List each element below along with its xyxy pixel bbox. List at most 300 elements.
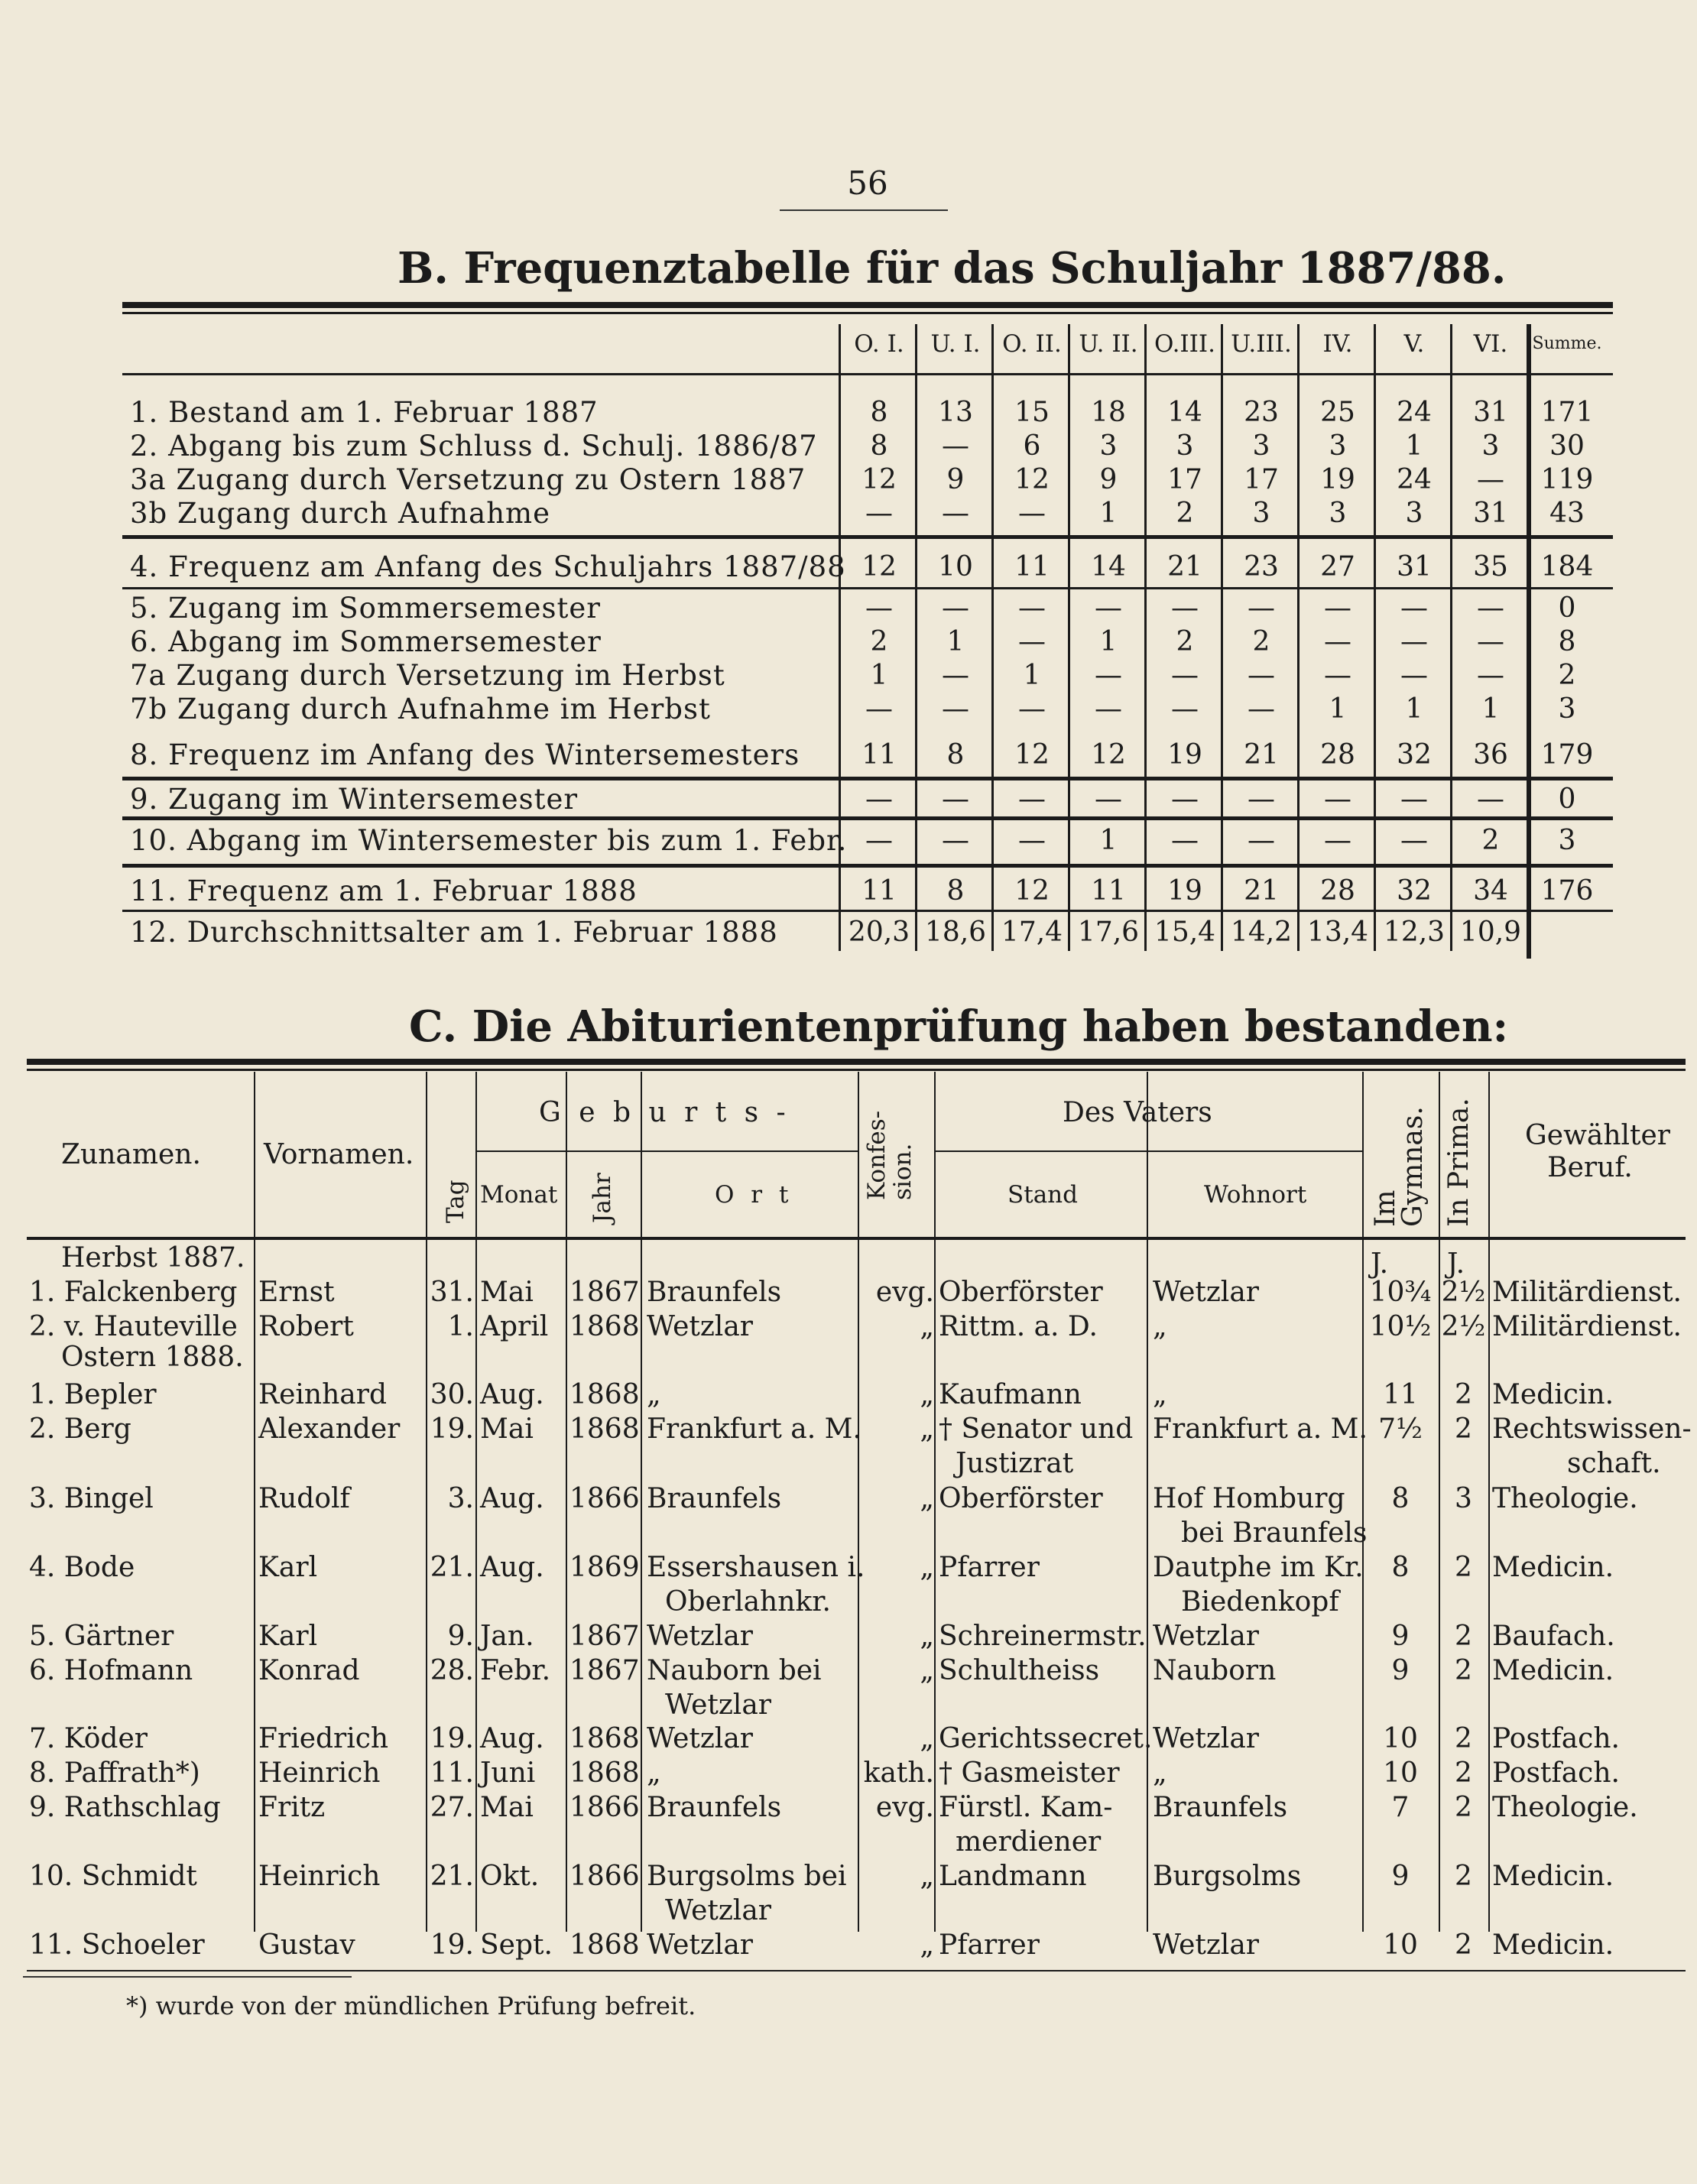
cell-value: — [1324,825,1351,856]
row-konfession: „ [920,1655,934,1686]
row-tag: 11. [430,1757,474,1789]
cell-value: — [1171,592,1199,624]
row-label: 5. Zugang im Sommersemester [130,592,601,625]
group-herbst: Herbst 1887. [61,1242,245,1274]
row-jahr: 1868 [569,1929,640,1961]
cell-value: 31 [1397,551,1432,583]
cell-value: — [1018,498,1046,529]
row-ort: Frankfurt a. M. [647,1413,861,1445]
cell-value: 24 [1397,464,1432,495]
row-prima-years: 2½ [1441,1277,1486,1308]
row-beruf: Militärdienst. [1492,1277,1682,1308]
cell-value: 25 [1320,397,1355,428]
rule [122,587,1613,589]
column-header: O. I. [854,330,904,358]
cell-value: — [942,430,969,462]
rule [27,1069,1686,1071]
rule [122,816,1613,820]
row-tag: 27. [430,1792,474,1823]
row-name: 4. Bode [29,1552,135,1583]
cell-value: — [1324,592,1351,624]
header-im-gymnas: Im Gymnas. [1370,1106,1429,1227]
column-divider [1221,324,1223,951]
cell-value: 12 [861,551,897,583]
row-stand: Fürstl. Kam- [939,1792,1113,1823]
cell-value: 3 [1405,498,1423,529]
cell-value: — [1171,784,1199,815]
cell-value: 1 [1405,430,1423,462]
row-wohnort: Nauborn [1153,1655,1277,1686]
cell-value: — [1018,784,1046,815]
column-divider [1297,324,1300,951]
row-konfession: „ [920,1311,934,1342]
row-name: 8. Paffrath*) [29,1757,200,1789]
cell-value: 11 [1091,875,1126,907]
cell-value: 11 [1014,551,1050,583]
column-header: VI. [1473,330,1508,358]
row-konfession: „ [920,1413,934,1445]
row-wohnort: „ [1153,1757,1167,1789]
cell-value: 1 [870,660,888,691]
cell-value: 8 [946,739,965,771]
cell-value: — [1477,592,1504,624]
row-stand: Schreinermstr. [939,1621,1147,1652]
row-label: 1. Bestand am 1. Februar 1887 [130,396,599,429]
row-wohnort: Wetzlar [1153,1621,1259,1652]
row-wohnort: Hof Homburg [1153,1483,1345,1514]
cell-value: — [1400,626,1428,657]
row-jahr: 1867 [569,1621,640,1652]
cell-value: 17 [1244,464,1279,495]
cell-value: 3 [1252,498,1270,529]
row-stand: Pfarrer [939,1929,1040,1961]
row-prima-years: 2 [1455,1792,1472,1823]
header-monat: Monat [480,1181,558,1209]
cell-value: 27 [1320,551,1355,583]
row-prima-years: 2 [1455,1413,1472,1445]
row-vorname: Fritz [258,1792,326,1823]
cell-value: — [1171,825,1199,856]
column-divider [254,1072,255,1932]
column-divider [1527,324,1531,959]
row-label: 3b Zugang durch Aufnahme [130,497,551,530]
rule [934,1150,1362,1152]
row-tag: 28. [430,1655,474,1686]
cell-value: 23 [1244,397,1279,428]
row-wohnort: Wetzlar [1153,1929,1259,1961]
row-ort: Wetzlar [647,1723,753,1754]
cell-value: 12,3 [1383,917,1446,948]
row-tag: 1. [447,1311,474,1342]
row-wohnort: Braunfels [1153,1792,1288,1823]
row-vorname: Konrad [258,1655,360,1686]
row-ort: Braunfels [647,1483,782,1514]
column-divider [641,1072,642,1932]
cell-value: 3 [1252,430,1270,462]
cell-value: — [1477,464,1504,495]
row-vorname: Robert [258,1311,354,1342]
row-konfession: „ [920,1723,934,1754]
row-name: 11. Schoeler [29,1929,205,1961]
cell-value: 12 [1091,739,1126,771]
row-name: 1. Bepler [29,1379,157,1410]
row-wohnort: Dautphe im Kr. [1153,1552,1364,1583]
row-ort: Essershausen i. [647,1552,865,1583]
cell-value: 8 [1558,626,1576,657]
row-ort: Nauborn bei [647,1655,822,1686]
row-beruf: Medicin. [1492,1655,1614,1686]
cell-value: 6 [1023,430,1041,462]
row-prima-years: 2 [1455,1379,1472,1410]
row-gymnasium-years: 10 [1383,1723,1418,1754]
cell-value: — [1095,693,1122,725]
row-gymnasium-years: 11 [1383,1379,1418,1410]
row-wohnort: „ [1153,1379,1167,1410]
row-ort: Wetzlar [647,1929,753,1961]
cell-value: 14 [1167,397,1202,428]
header-tag: Tag [442,1180,469,1223]
cell-value: 12 [1014,464,1050,495]
row-konfession: „ [920,1621,934,1652]
row-tag: 30. [430,1379,474,1410]
header-zunamen: Zunamen. [61,1139,201,1170]
cell-value: 2 [1176,498,1194,529]
column-divider [1488,1072,1490,1932]
row-jahr: 1867 [569,1277,640,1308]
cell-value: — [1248,784,1275,815]
rule [122,535,1613,539]
cell-value: — [1400,592,1428,624]
column-header: U. II. [1079,330,1138,358]
header-in-prima: In Prima. [1443,1098,1475,1227]
cell-value: 10,9 [1459,917,1522,948]
cell-value: 1 [1099,825,1118,856]
row-prima-years: 2 [1455,1621,1472,1652]
row-jahr: 1868 [569,1311,640,1342]
cell-value: 2 [1558,660,1576,691]
cell-value: — [1018,626,1046,657]
header-jahr: Jahr [589,1173,616,1223]
row-label: 10. Abgang im Wintersemester bis zum 1. Febr. [130,824,848,857]
footnote: *) wurde von der mündlichen Prüfung befreit. [126,1991,696,2020]
cell-value: — [942,784,969,815]
row-vorname: Heinrich [258,1861,381,1892]
cell-value: — [942,693,969,725]
row-vorname: Ernst [258,1277,335,1308]
row-jahr: 1868 [569,1723,640,1754]
column-divider [1147,1072,1148,1932]
row-wohnort-line2: bei Braunfels [1181,1517,1368,1549]
cell-value: — [942,825,969,856]
row-gymnasium-years: 9 [1391,1861,1410,1892]
row-ort: Burgsolms bei [647,1861,847,1892]
cell-value: 19 [1167,739,1202,771]
cell-value: 24 [1397,397,1432,428]
row-ort-line2: Wetzlar [665,1689,771,1721]
cell-value: 13 [938,397,973,428]
row-ort: Braunfels [647,1277,782,1308]
cell-value: 1 [946,626,965,657]
cell-value: — [865,592,893,624]
row-jahr: 1866 [569,1861,640,1892]
row-label: 7a Zugang durch Versetzung im Herbst [130,659,725,692]
cell-value: 30 [1549,430,1585,462]
cell-value: 18 [1091,397,1126,428]
row-konfession: evg. [875,1792,934,1823]
rule [122,910,1613,912]
cell-value: 13,4 [1306,917,1369,948]
cell-value: — [865,825,893,856]
unit-jahre-prima: J. [1447,1248,1465,1280]
row-konfession: „ [920,1552,934,1583]
cell-value: — [1477,784,1504,815]
cell-value: 9 [1099,464,1118,495]
column-header: U.III. [1231,330,1292,358]
cell-value: 8 [946,875,965,907]
cell-value: 3 [1329,498,1347,529]
rule [122,312,1613,314]
row-konfession: evg. [875,1277,934,1308]
row-monat: Mai [480,1277,534,1308]
cell-value: 28 [1320,875,1355,907]
row-tag: 21. [430,1552,474,1583]
row-label: 2. Abgang bis zum Schluss d. Schulj. 1886/87 [130,430,818,462]
cell-value: 171 [1540,397,1594,428]
column-header: IV. [1322,330,1353,358]
cell-value: 11 [861,875,897,907]
row-name: 10. Schmidt [29,1861,197,1892]
row-beruf: Medicin. [1492,1379,1614,1410]
row-stand: Gerichtssecret. [939,1723,1153,1754]
row-name: 5. Gärtner [29,1621,174,1652]
cell-value: — [1400,784,1428,815]
row-tag: 3. [447,1483,474,1514]
rule [122,864,1613,868]
cell-value: 31 [1473,397,1508,428]
row-monat: Juni [480,1757,536,1789]
cell-value: 11 [861,739,897,771]
row-monat: Aug. [480,1483,544,1514]
cell-value: 2 [870,626,888,657]
cell-value: 0 [1558,592,1576,624]
cell-value: — [865,784,893,815]
row-tag: 9. [447,1621,474,1652]
cell-value: 17,6 [1077,917,1140,948]
row-beruf: Theologie. [1492,1792,1638,1823]
row-prima-years: 2 [1455,1723,1472,1754]
rule [475,1150,858,1152]
row-beruf: Postfach. [1492,1723,1620,1754]
cell-value: — [1018,592,1046,624]
rule [27,1237,1686,1240]
cell-value: 32 [1397,739,1432,771]
cell-value: 43 [1549,498,1585,529]
row-monat: Aug. [480,1379,544,1410]
cell-value: — [1248,693,1275,725]
cell-value: — [1400,825,1428,856]
row-jahr: 1868 [569,1757,640,1789]
cell-value: — [942,660,969,691]
cell-value: 1 [1329,693,1347,725]
cell-value: — [942,498,969,529]
page-number: 56 [847,164,888,202]
row-vorname: Karl [258,1552,318,1583]
row-jahr: 1868 [569,1379,640,1410]
cell-value: 31 [1473,498,1508,529]
row-gymnasium-years: 10 [1383,1757,1418,1789]
header-beruf: Gewählter Beruf. [1525,1120,1671,1183]
cell-value: 1 [1099,626,1118,657]
column-divider [1144,324,1147,951]
row-ort-line2: Oberlahnkr. [665,1586,831,1618]
cell-value: 8 [870,397,888,428]
cell-value: — [1095,784,1122,815]
row-monat: Mai [480,1413,534,1445]
row-label: 8. Frequenz im Anfang des Wintersemesters [130,738,800,771]
row-stand-line2: merdiener [956,1826,1102,1858]
cell-value: 21 [1167,551,1202,583]
row-prima-years: 2 [1455,1861,1472,1892]
row-vorname: Rudolf [258,1483,350,1514]
row-prima-years: 2½ [1441,1311,1486,1342]
row-gymnasium-years: 9 [1391,1621,1410,1652]
cell-value: — [1324,784,1351,815]
row-stand: Rittm. a. D. [939,1311,1098,1342]
cell-value: 35 [1473,551,1508,583]
cell-value: 18,6 [924,917,987,948]
column-divider [1450,324,1452,951]
row-vorname: Gustav [258,1929,355,1961]
unit-jahre-gymnas: J. [1371,1248,1389,1280]
cell-value: 1 [1099,498,1118,529]
cell-value: — [1018,693,1046,725]
header-geburts: G e b u r t s - [539,1097,790,1128]
cell-value: 21 [1244,875,1279,907]
cell-value: 1 [1023,660,1041,691]
row-label: 9. Zugang im Wintersemester [130,783,579,816]
row-tag: 19. [430,1929,474,1961]
cell-value: — [1171,693,1199,725]
cell-value: 2 [1481,825,1500,856]
rule [122,302,1613,308]
column-divider [839,324,841,951]
row-beruf-line2: schaft. [1567,1448,1661,1479]
cell-value: — [1095,592,1122,624]
row-ort: Wetzlar [647,1311,753,1342]
cell-value: 15 [1014,397,1050,428]
header-ort: O r t [715,1181,793,1209]
cell-value: — [1171,660,1199,691]
row-gymnasium-years: 10¾ [1369,1277,1432,1308]
cell-value: 3 [1329,430,1347,462]
row-konfession: „ [920,1861,934,1892]
row-wohnort-line2: Biedenkopf [1181,1586,1339,1618]
row-vorname: Reinhard [258,1379,388,1410]
header-konfession: Konfes-sion. [863,1110,917,1200]
cell-value: — [1324,660,1351,691]
row-stand: Kaufmann [939,1379,1082,1410]
row-label: 3a Zugang durch Versetzung zu Ostern 1887 [130,463,806,496]
cell-value: 184 [1540,551,1594,583]
cell-value: — [865,498,893,529]
row-ort-line2: Wetzlar [665,1895,771,1926]
cell-value: 3 [1481,430,1500,462]
cell-value: 32 [1397,875,1432,907]
row-gymnasium-years: 10 [1383,1929,1418,1961]
row-prima-years: 2 [1455,1929,1472,1961]
row-ort: „ [647,1379,661,1410]
header-des-vaters: Des Vaters [1063,1097,1212,1128]
cell-value: 3 [1099,430,1118,462]
row-stand: Schultheiss [939,1655,1100,1686]
row-beruf: Baufach. [1492,1621,1615,1652]
row-wohnort: „ [1153,1311,1167,1342]
row-wohnort: Burgsolms [1153,1861,1302,1892]
cell-value: — [1248,660,1275,691]
cell-value: 21 [1244,739,1279,771]
row-monat: Aug. [480,1552,544,1583]
row-monat: Jan. [480,1621,534,1652]
header-vornamen: Vornamen. [264,1139,414,1170]
column-header: U. I. [930,330,981,358]
row-vorname: Karl [258,1621,318,1652]
row-stand: † Gasmeister [939,1757,1120,1789]
row-jahr: 1867 [569,1655,640,1686]
row-jahr: 1866 [569,1483,640,1514]
cell-value: — [942,592,969,624]
cell-value: — [1248,592,1275,624]
row-tag: 19. [430,1723,474,1754]
row-name: 6. Hofmann [29,1655,193,1686]
row-jahr: 1869 [569,1552,640,1583]
row-monat: Sept. [480,1929,553,1961]
row-gymnasium-years: 9 [1391,1655,1410,1686]
cell-value: 28 [1320,739,1355,771]
cell-value: 2 [1252,626,1270,657]
cell-value: — [1477,660,1504,691]
cell-value: 19 [1320,464,1355,495]
cell-value: — [1477,626,1504,657]
cell-value: — [1248,825,1275,856]
row-ort: Wetzlar [647,1621,753,1652]
row-gymnasium-years: 10½ [1369,1311,1432,1342]
row-jahr: 1866 [569,1792,640,1823]
cell-value: 14 [1091,551,1126,583]
row-ort: „ [647,1757,661,1789]
row-beruf: Medicin. [1492,1861,1614,1892]
row-konfession: kath. [863,1757,934,1789]
cell-value: 23 [1244,551,1279,583]
row-prima-years: 2 [1455,1757,1472,1789]
column-divider [934,1072,936,1932]
column-divider [915,324,917,951]
cell-value: — [1324,626,1351,657]
row-prima-years: 2 [1455,1655,1472,1686]
row-gymnasium-years: 7 [1391,1792,1410,1823]
cell-value: 19 [1167,875,1202,907]
cell-value: — [1018,825,1046,856]
cell-value: 9 [946,464,965,495]
cell-value: 14,2 [1230,917,1293,948]
row-name: 7. Köder [29,1723,148,1754]
cell-value: 3 [1558,825,1576,856]
cell-value: 2 [1176,626,1194,657]
row-beruf: Medicin. [1492,1929,1614,1961]
row-monat: Okt. [480,1861,540,1892]
row-vorname: Heinrich [258,1757,381,1789]
row-name: 3. Bingel [29,1483,154,1514]
row-vorname: Alexander [258,1413,401,1445]
